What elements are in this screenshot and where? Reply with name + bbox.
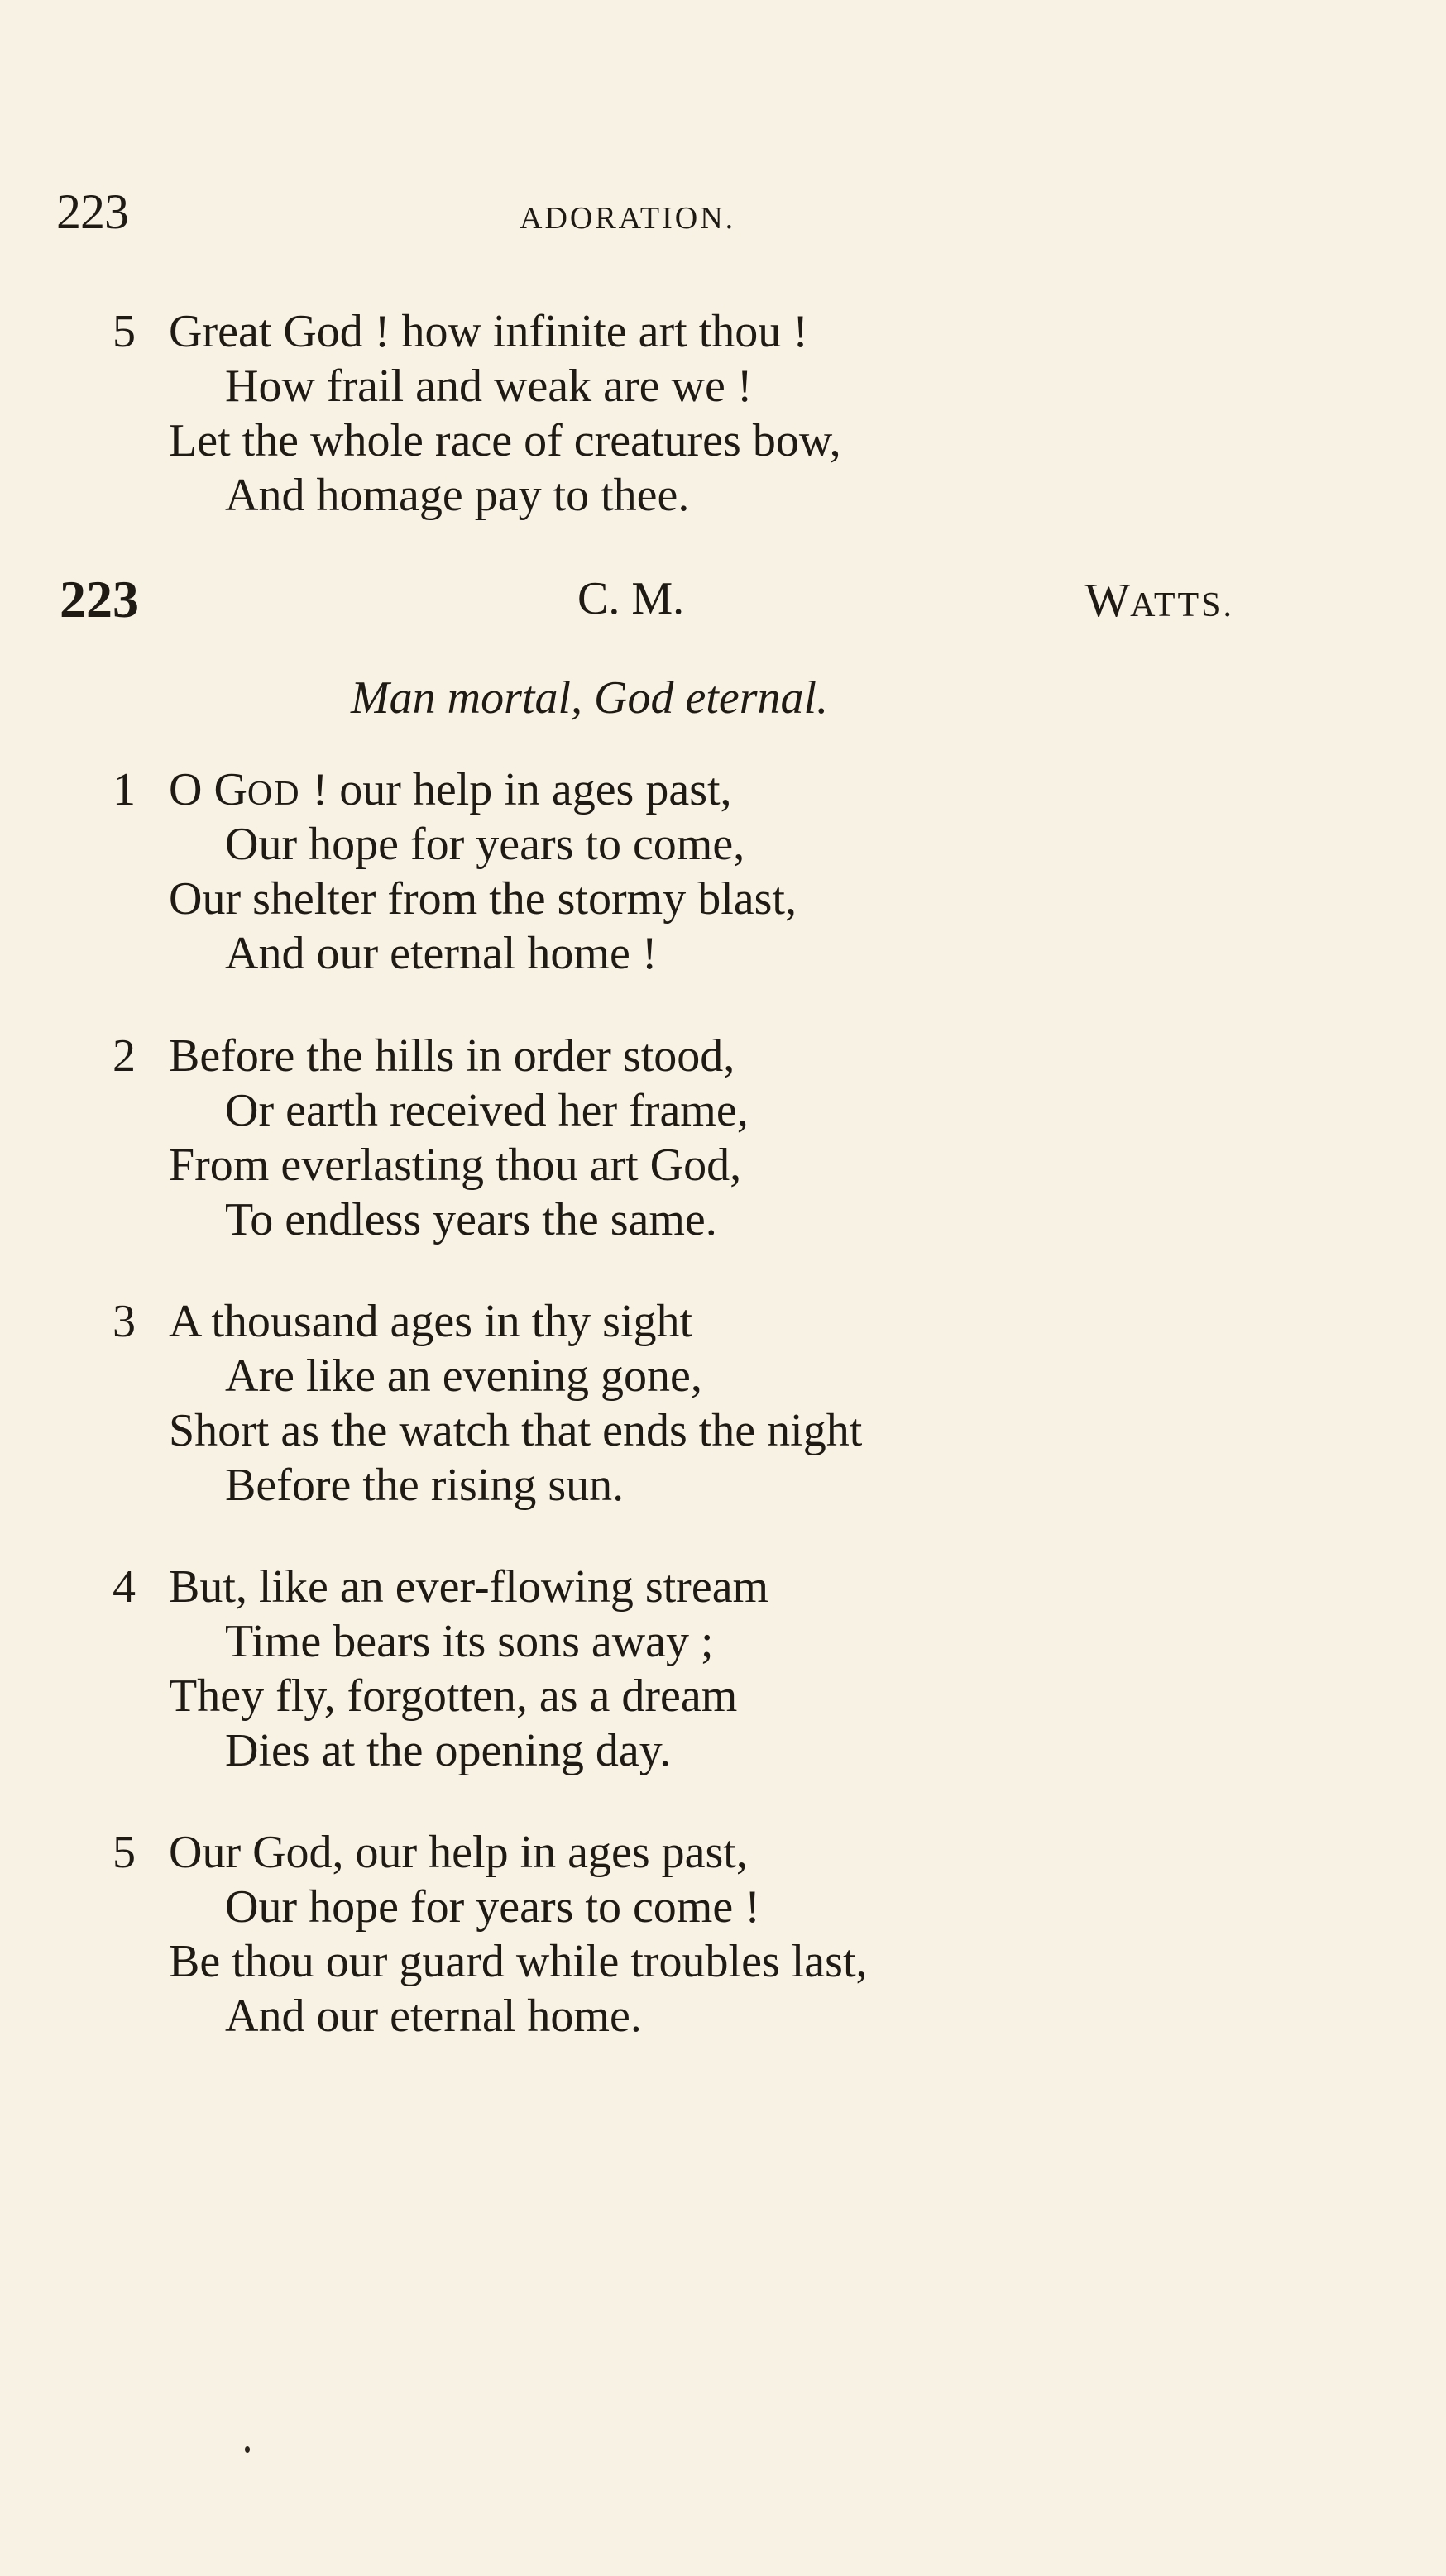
page-number: 223 [56, 184, 128, 239]
hymn-author [1084, 572, 1234, 628]
verse-line: To endless years the same. [225, 1194, 717, 1245]
verse-line: A thousand ages in thy sight [169, 1296, 693, 1347]
verse-line: Before the hills in order stood, [169, 1030, 735, 1082]
verse-line: How frail and weak are we ! [225, 361, 753, 412]
verse-line: And our eternal home. [225, 1991, 642, 2042]
line-end: ! our help in ages past, [300, 764, 732, 815]
god-initial: G [213, 764, 247, 815]
page-header [56, 184, 1380, 241]
verse-number: 1 [113, 764, 136, 815]
verse-number: 5 [113, 306, 136, 357]
verse-line: And homage pay to thee. [225, 470, 690, 521]
verse-line: Short as the watch that ends the night [169, 1405, 863, 1456]
running-head: ADORATION. [520, 201, 736, 236]
verse-number: 4 [113, 1561, 136, 1613]
verse-line: Are like an evening gone, [225, 1350, 702, 1402]
verse-number: 5 [113, 1827, 136, 1878]
verse-line: Our God, our help in ages past, [169, 1827, 748, 1878]
verse-line: And our eternal home ! [225, 928, 658, 979]
author-initial: W [1084, 573, 1131, 627]
god-rest: OD [247, 775, 301, 813]
verse-line: Our shelter from the stormy blast, [169, 873, 797, 925]
verse-line [169, 762, 732, 821]
verse-line: From everlasting thou art God, [169, 1140, 742, 1191]
ink-speck [245, 2446, 250, 2453]
author-rest: ATTS. [1130, 586, 1234, 624]
hymn-meter: C. M. [577, 573, 685, 624]
verse-line: They fly, forgotten, as a dream [169, 1670, 738, 1722]
verse-line: Great God ! how infinite art thou ! [169, 306, 808, 357]
verse-line: Time bears its sons away ; [225, 1616, 714, 1667]
verse-number: 3 [113, 1296, 136, 1347]
verse-number: 2 [113, 1030, 136, 1082]
line-start: O [169, 764, 214, 815]
verse-line: Before the rising sun. [225, 1460, 625, 1511]
verse-line: Our hope for years to come ! [225, 1881, 760, 1933]
hymn-heading [60, 569, 1234, 635]
verse-line: Or earth received her frame, [225, 1085, 749, 1136]
verse-line: Our hope for years to come, [225, 819, 745, 870]
verse-line: Let the whole race of creatures bow, [169, 415, 841, 466]
verse-line: Be thou our guard while troubles last, [169, 1936, 868, 1987]
hymn-title: Man mortal, God eternal. [351, 672, 829, 724]
verse-line: Dies at the opening day. [225, 1725, 672, 1776]
verse-line: But, like an ever-flowing stream [169, 1561, 769, 1613]
hymn-number: 223 [60, 570, 139, 628]
